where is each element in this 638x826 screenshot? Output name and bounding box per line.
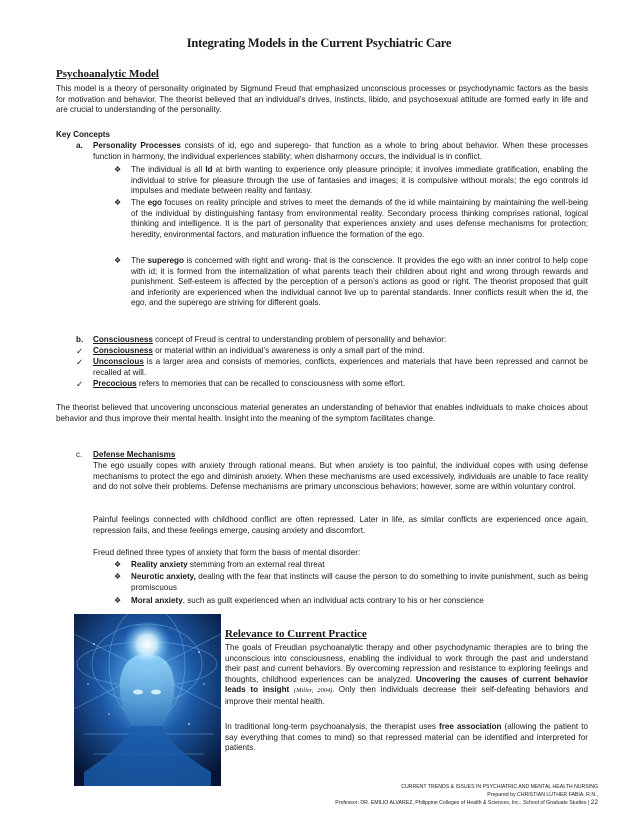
id-pre: The individual is all (131, 165, 206, 174)
neurotic-anxiety-term: Neurotic anxiety, (131, 572, 196, 581)
consciousness-item (93, 346, 588, 357)
consciousness-term: Consciousness (93, 346, 153, 355)
item-b-label: b. (76, 335, 84, 344)
relevance-p1-text: The goals of Freudian psychoanalytic therapy and other psychodynamic therapies are to bring the unconscious into consciousness, enabling the individual to work through the past and understand their past and current behaviors. By overcoming repression and resistance to exploring feelings and thoughts, childhood experiences can be analyzed. (225, 643, 588, 684)
moral-anxiety-term: Moral anxiety (131, 596, 183, 605)
relevance-heading: Relevance to Current Practice (225, 628, 367, 640)
relevance-p1-end: Only then individuals decrease their self-defeating behaviors and improve their mental health. (225, 685, 588, 706)
precocious-item (93, 379, 588, 390)
unconscious-term: Unconscious (93, 357, 144, 366)
item-c-label: c. (76, 450, 83, 459)
diamond-bullet-icon: ❖ (114, 198, 122, 207)
section-heading-psychoanalytic: Psychoanalytic Model (56, 68, 159, 80)
reality-anxiety-item (131, 560, 588, 571)
intro-paragraph: This model is a theory of personality originated by Sigmund Freud that emphasized unconscious processes or psychodynamic factors as the basis for motivation and behavior. The theorist believed that an individual’s drives, instincts, libido, and psychosexual attitude are formed early in life and are crucial to understanding of the personality. (56, 84, 588, 115)
reality-anxiety-text: stemming from an external real threat (187, 560, 325, 569)
page-title: Integrating Models in the Current Psychiatric Care (186, 36, 452, 50)
reality-anxiety-term: Reality anxiety (131, 560, 188, 569)
relevance-paragraph-2 (225, 722, 588, 754)
consciousness-concept-term: Consciousness (93, 335, 153, 344)
diamond-bullet-icon: ❖ (114, 256, 122, 265)
ego-text: focuses on reality principle and strives to meet the demands of the id while maintaining by maintaining the well-being of the individual by distinguishing fantasy from environmental reality. Secondary process thinking comprises rational, logical thinking and intelligence. It is the part of personality that experiences anxiety and uses defense mechanisms for protection; heredity, environmental factors, and maturation influence the formation of the ego. (131, 198, 588, 239)
diamond-bullet-icon: ❖ (114, 560, 122, 569)
checkmark-icon: ✓ (76, 357, 84, 367)
relevance-p2-pre: In traditional long-term psychoanalysis, the therapist uses (225, 722, 440, 731)
id-text: at birth wanting to experience only pleasure principle; it involves immediate gratification, enabling the individual to strive for pleasure through the use of fantasies and images; it is compulsive without morals; the ego controls id impulses and mediate between reality and fantasy. (131, 165, 588, 196)
ego-pre: The (131, 198, 148, 207)
relevance-p1-bold: Uncovering the causes of current behavior leads to insight (225, 674, 588, 695)
personality-processes-text: consists of id, ego and superego- that function as a whole to bring about behavior. When these processes function in harmony, the individual experiences stability; when disharmony occurs, the individual is in conflict. (93, 141, 588, 161)
diamond-bullet-icon: ❖ (114, 165, 122, 174)
precocious-term: Precocious (93, 379, 137, 388)
consciousness-concept-text: concept of Freud is central to understanding problem of personality and behavior: (152, 335, 447, 344)
footer (335, 784, 598, 808)
moral-anxiety-item (131, 596, 588, 607)
personality-processes-paragraph (93, 141, 588, 162)
checkmark-icon: ✓ (76, 346, 84, 356)
diamond-bullet-icon: ❖ (114, 572, 122, 581)
footer-course: CURRENT TRENDS & ISSUES IN PSYCHIATRIC AND MENTAL HEALTH NURSING (401, 784, 598, 790)
item-a-label: a. (76, 141, 83, 150)
defense-paragraph-1: The ego usually copes with anxiety through rational means. But when anxiety is too painful, the individual copes with using defense mechanisms to protect the ego and diminish anxiety. When these mechanisms are used excessively, individuals are unable to face reality and do not solve their problems. Defense mechanisms are primary unconscious behaviors; however, some are within voluntary control. (93, 461, 588, 492)
relevance-paragraph-1 (225, 643, 588, 708)
page-number: 22 (590, 799, 598, 806)
ego-paragraph (131, 198, 588, 240)
superego-text: is concerned with right and wrong- that is the conscience. It provides the ego with an inner control to help cope with id; it is formed from the internalization of what parents teach their children about right and wrong through rewards and punishment. Self-esteem is affected by the perception of a person’s actions as good or right. The theorist proposed that guilt and inferiority are experienced when the individual cannot live up to parental standards. Inner conflicts result when the id, the ego, and the superego are striving for different goals. (131, 256, 588, 308)
key-concepts-heading: Key Concepts (56, 130, 110, 139)
superego-pre: The (131, 256, 148, 265)
uncovering-paragraph: The theorist believed that uncovering unconscious material generates an understanding of behavior that enables individuals to make choices about behavior and thus improve their mental health. Insight into the meaning of the symptom facilitates change. (56, 403, 588, 423)
unconscious-text: is a larger area and consists of memories, conflicts, experiences and materials that have been repressed and cannot be recalled at will. (93, 357, 588, 377)
neurotic-anxiety-text: dealing with the fear that instincts will cause the person to do something to invite punishment, such as being promiscuous (131, 572, 588, 592)
consciousness-concept-paragraph (93, 335, 588, 346)
checkmark-icon: ✓ (76, 379, 84, 389)
superego-term: superego (147, 256, 184, 265)
citation: (Miller, 2004). (293, 687, 335, 695)
defense-paragraph-3: Freud defined three types of anxiety that form the basis of mental disorder: (93, 548, 361, 557)
defense-paragraph-2: Painful feelings connected with childhood conflict are often repressed. Later in life, as similar conflicts are experienced once again, repression fails, and these feelings emerge, causing anxiety and discomfort. (93, 515, 588, 535)
ego-term: ego (147, 198, 162, 207)
neurotic-anxiety-item (131, 572, 588, 593)
moral-anxiety-text: , such as guilt experienced when an individual acts contrary to his or her conscience (182, 596, 484, 605)
footer-professor: Professor: DR. EMILIO ALVAREZ, Philippine Colleges of Health & Sciences, Inc., School of Graduate Studies | 22 (335, 799, 598, 806)
footer-professor-text: Professor: DR. EMILIO ALVAREZ, Philippine Colleges of Health & Sciences, Inc., School of Graduate Studies (335, 800, 587, 806)
unconscious-item (93, 357, 588, 378)
id-term: Id (205, 165, 213, 174)
personality-processes-term: Personality Processes (93, 141, 181, 150)
relevance-p2-text: (allowing the patient to say everything that comes to mind) so that repressed material can be identified and interpreted for patients. (225, 722, 588, 753)
glowing-head-illustration (74, 614, 221, 786)
id-paragraph (131, 165, 588, 197)
precocious-text: refers to memories that can be recalled to consciousness with some effort. (136, 379, 406, 388)
diamond-bullet-icon: ❖ (114, 596, 122, 605)
footer-prepared-by: Prepared by CHRISTIAN LUTHER FABIA, R.N., (487, 791, 598, 798)
free-association-term: free association (439, 722, 502, 731)
defense-mechanisms-heading: Defense Mechanisms (93, 450, 176, 459)
consciousness-text: or material within an individual’s awareness is only a small part of the mind. (152, 346, 425, 355)
superego-paragraph (131, 256, 588, 309)
